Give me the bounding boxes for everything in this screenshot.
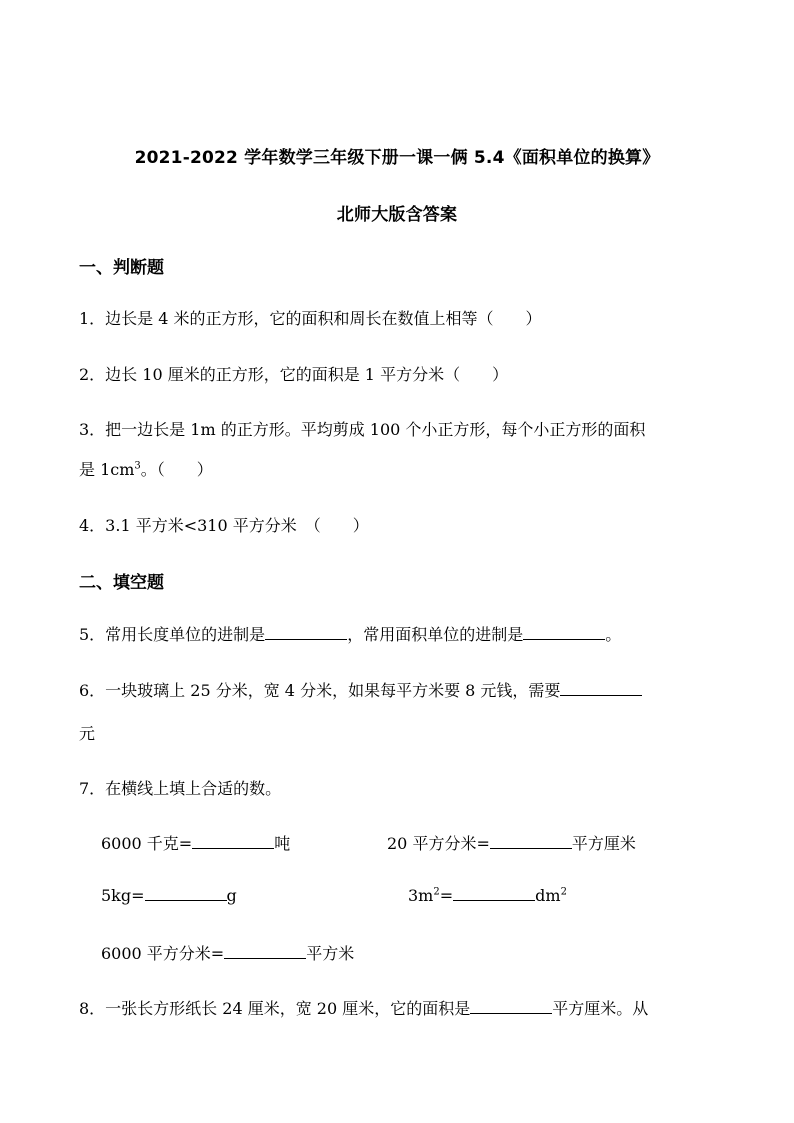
- document-subtitle: 北师大版含答案: [336, 205, 458, 225]
- q7-c-text-pre: 5kg=: [101, 886, 145, 905]
- q3-text-post: 。（ ）: [140, 460, 213, 479]
- answer-blank[interactable]: [523, 625, 605, 640]
- answer-blank[interactable]: [192, 834, 274, 849]
- q7-d-unit-superscript: 2: [560, 886, 567, 898]
- answer-blank[interactable]: [145, 886, 227, 901]
- q5-text-mid: ，常用面积单位的进制是: [347, 625, 524, 644]
- question-4: 4．3.1 平方米<310 平方分米 （ ）: [79, 516, 369, 535]
- question-6: [79, 678, 642, 701]
- q7-b-text-pre: 20 平方分米=: [387, 834, 490, 853]
- q7-c-text-post: g: [226, 886, 237, 905]
- question-7: 7．在横线上填上合适的数。: [79, 779, 282, 798]
- answer-blank[interactable]: [224, 944, 306, 959]
- question-2: 2．边长 10 厘米的正方形，它的面积是 1 平方分米（ ）: [79, 365, 509, 384]
- answer-blank[interactable]: [560, 681, 642, 696]
- q5-text-post: 。: [605, 625, 622, 644]
- question-6-line-2: 元: [79, 724, 96, 743]
- q7-a-text-post: 吨: [274, 834, 291, 853]
- document-title: 2021-2022 学年数学三年级下册一课一俩 5.4《面积单位的换算》: [134, 148, 660, 168]
- question-8: [79, 996, 648, 1019]
- section-heading-fill: 二、填空题: [79, 573, 164, 593]
- q3-text-pre: 是 1cm: [79, 460, 135, 479]
- q7-item-d: [408, 886, 567, 905]
- q8-text-post: 平方厘米。从: [552, 999, 649, 1018]
- q5-text-pre: 5．常用长度单位的进制是: [79, 625, 266, 644]
- answer-blank[interactable]: [265, 625, 347, 640]
- q7-item-e: [101, 941, 354, 964]
- q7-e-text-pre: 6000 平方分米=: [101, 944, 225, 963]
- question-5: [79, 622, 621, 645]
- answer-blank[interactable]: [490, 834, 572, 849]
- q7-e-text-post: 平方米: [306, 944, 355, 963]
- q7-d-text-pre: 3m: [408, 886, 434, 905]
- answer-blank[interactable]: [453, 886, 535, 901]
- q7-d-superscript: 2: [433, 886, 440, 898]
- q3-superscript: 3: [134, 460, 141, 472]
- question-1: 1．边长是 4 米的正方形，它的面积和周长在数值上相等（ ）: [79, 309, 542, 328]
- q7-item-b: [387, 831, 636, 854]
- section-heading-judge: 一、判断题: [79, 258, 164, 278]
- question-3-line-1: 3．把一边长是 1m 的正方形。平均剪成 100 个小正方形，每个小正方形的面积: [79, 420, 646, 439]
- answer-blank[interactable]: [470, 999, 552, 1014]
- q7-item-a: [101, 831, 290, 854]
- q7-d-unit: dm: [535, 886, 561, 905]
- q6-text-pre: 6．一块玻璃上 25 分米，宽 4 分米，如果每平方米要 8 元钱，需要: [79, 681, 561, 700]
- q8-text-pre: 8．一张长方形纸长 24 厘米，宽 20 厘米，它的面积是: [79, 999, 471, 1018]
- q7-d-equals: =: [439, 886, 454, 905]
- q7-a-text-pre: 6000 千克=: [101, 834, 193, 853]
- q7-b-text-post: 平方厘米: [571, 834, 636, 853]
- q7-item-c: [101, 886, 237, 905]
- question-3-line-2: [79, 457, 213, 480]
